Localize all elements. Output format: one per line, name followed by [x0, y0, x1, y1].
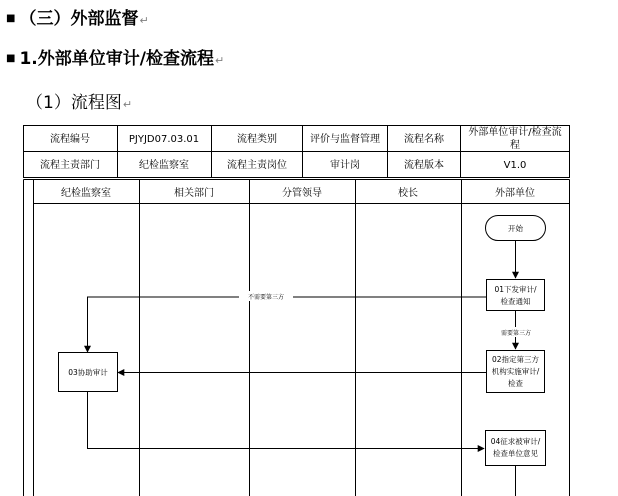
start-label: 开始 [508, 224, 523, 233]
post-label: 流程主责岗位 [227, 160, 287, 171]
node-02 [487, 351, 545, 393]
process-box [486, 431, 546, 466]
edge-label-need-third-party: 需要第三方 [500, 330, 532, 337]
bullet-icon: ■ [6, 53, 16, 64]
node-01-line1: 01下发审计/ [494, 285, 537, 294]
swimlane-header: 相关部门 [174, 188, 214, 199]
node-04-line1: 04征求被审计/ [490, 437, 541, 446]
arrow-01-to-03 [88, 297, 487, 352]
bullet-icon: ■ [6, 13, 16, 24]
node-03-label: 03协助审计 [68, 368, 108, 377]
node-start [486, 216, 546, 241]
arrow-03-to-04 [88, 392, 485, 449]
node-01 [487, 280, 545, 311]
return-mark-icon: ↵ [122, 98, 133, 111]
swimlane-header: 纪检监察室 [61, 188, 111, 199]
name-value-line1: 外部单位审计/检查流 [468, 127, 562, 138]
dept-label: 流程主责部门 [40, 160, 100, 171]
version-value: V1.0 [503, 160, 527, 171]
post-value: 审计岗 [330, 160, 360, 171]
node-02-line3: 检查 [508, 379, 523, 388]
code-value: PJYJD07.03.01 [128, 134, 200, 145]
node-02-line1: 02指定第三方 [491, 355, 540, 364]
swimlane-header: 外部单位 [495, 188, 535, 199]
flowchart-heading-text: （1）流程图 [26, 93, 122, 113]
node-04 [486, 431, 546, 466]
subsection-heading-text: 1.外部单位审计/检查流程 [19, 49, 214, 69]
section-heading-text: （三）外部监督 [19, 9, 139, 29]
node-03 [59, 353, 118, 392]
code-label: 流程编号 [50, 134, 90, 145]
category-value: 评价与监督管理 [310, 134, 380, 145]
node-04-line2: 检查单位意见 [493, 449, 538, 458]
name-label: 流程名称 [404, 134, 444, 145]
name-value-line2: 程 [510, 140, 520, 151]
return-mark-icon: ↵ [139, 14, 149, 27]
category-label: 流程类别 [237, 134, 277, 145]
version-label: 流程版本 [404, 160, 444, 171]
node-02-line2: 机构实施审计/ [491, 367, 540, 376]
edge-label-no-third-party: 不需要第三方 [247, 294, 285, 301]
swimlane-header: 分管领导 [282, 188, 322, 199]
return-mark-icon: ↵ [214, 54, 225, 67]
dept-value: 纪检监察室 [139, 160, 189, 171]
node-01-line2: 检查通知 [500, 297, 531, 306]
swimlane-header: 校长 [398, 188, 418, 199]
